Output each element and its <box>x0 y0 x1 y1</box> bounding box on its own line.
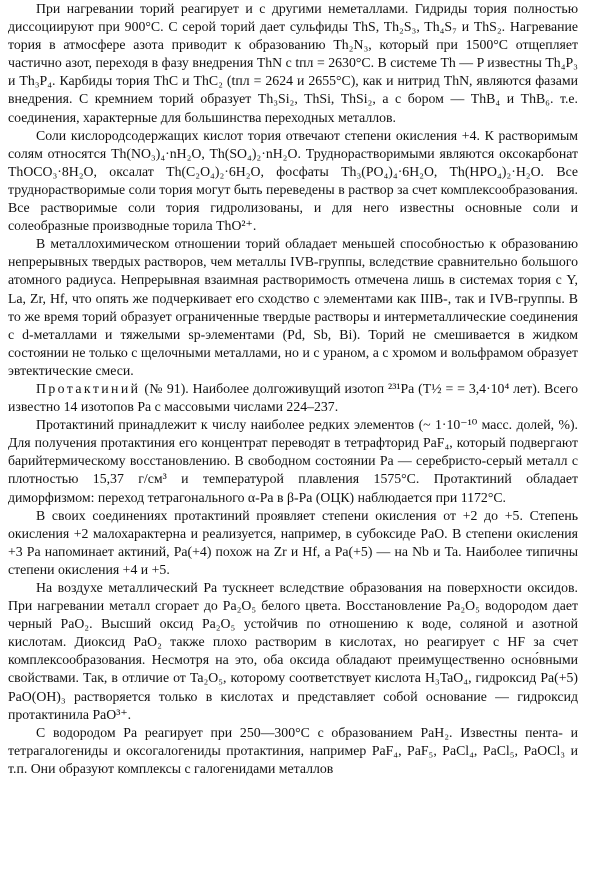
paragraph-thorium-salts: Соли кислородсодержащих кислот тория отвечают степени окисления +4. К растворимым солям относятся Th(NO₃)₄·nH₂O, Th(SO₄)₂·nH₂O. Трудноpастворимыми являются оксокарбонат ThOCO₃·8H₂O, оксалат Th(C₂O₄)₂·6H₂O, фосфаты Th₃(PO₄)₄·6H₂O, Th(HPO₄)₂·H₂O. Все труднорастворимые соли тория могут быть переведены в раствор за счет комплексообразования. Все растворимые соли тория гидролизованы, и для него известны основные соли и солеобразные производные торила ThO²⁺. <box>8 127 578 234</box>
paragraph-protactinium-halides: С водородом Pa реагирует при 250—300°C с образованием PaH₂. Известны пента- и тетрагалогениды и оксогалогениды протактиния, например PaF₄, PaF₅, PaCl₄, PaCl₅, PaOCl₃ и т.п. Они образуют комплексы с галогенидами металлов <box>8 724 578 776</box>
protactinium-heading: Протактиний <box>36 380 141 396</box>
paragraph-protactinium-intro <box>8 380 578 416</box>
paragraph-protactinium-occurrence: Протактиний принадлежит к числу наиболее редких элементов (~ 1·10⁻¹⁰ масс. долей, %). Для получения протактиния его концентрат переводят в тетрафторид PaF₄, который подвергают барийтермическому восстановлению. В свободном состоянии Pa — серебристо-серый металл с плотностью 15,37 г/см³ и температурой плавления 1575°C. Протактиний обладает диморфизмом: переход тетрагонального α-Pa в β-Pa (ОЦК) наблюдается при 1172°C. <box>8 417 578 505</box>
paragraph-protactinium-oxidation: В своих соединениях протактиний проявляет степени окисления от +2 до +5. Степень окисления +2 малохарактерна и реализуется, например, в субоксиде PaO. В степени окисления +3 Pa напоминает актиний, Pa(+4) похож на Zr и Hf, а Pa(+5) — на Nb и Ta. Наиболее типичны степени окисления +4 и +5. <box>8 507 578 577</box>
paragraph-thorium-metallochemistry: В металлохимическом отношении торий обладает меньшей способностью к образованию непрерывных твердых растворов, чем металлы IVB-группы, вследствие сравнительно большого атомного радиуса. Непрерывная взаимная растворимость отмечена лишь в системах тория с Y, La, Zr, Hf, что опять же подчеркивает его сходство с элементами как IIIB-, так и IVB-группы. В то же время торий образует ограниченные твердые растворы и интерметаллические соединения с d-металлами и тяжелыми sp-элементами (Pd, Sb, Bi). Торий не смешивается в жидком состоянии не только с щелочными металлами, но и с ураном, а с хромом и вольфрамом образует эвтектические смеси. <box>8 236 578 378</box>
paragraph-thorium-nonmetals: При нагревании торий реагирует и с другими неметаллами. Гидриды тория полностью диссоциируют при 900°C. С серой торий дает сульфиды ThS, Th₂S₃, Th₄S₇ и ThS₂. Нагревание тория в атмосфере азота приводит к образованию Th₂N₃, который при 1500°C отщепляет частично азот, переходя в фазу внедрения ThN с tпл = 2630°C. В системе Th — P известны Th₄P₃ и Th₃P₄. Карбиды тория ThC и ThC₂ (tпл = 2624 и 2655°C), как и нитрид ThN, являются фазами внедрения. С кремнием торий образует Th₃Si₂, ThSi, ThSi₂, а с бором — ThB₄ и ThB₆. т.е. соединения, характерные для большинства переходных металлов. <box>8 1 578 125</box>
protactinium-isotopes: Наиболее долгоживущий изотоп ²³¹Pa (T½ = = 3,4·10⁴ лет). Всего известно 14 изотопов Pa с массовыми числами 224–237. <box>8 380 578 415</box>
protactinium-number: (№ 91). <box>144 380 189 396</box>
paragraph-protactinium-oxides: На воздухе металлический Pa тускнеет вследствие образования на поверхности оксидов. При нагревании металл сгорает до Pa₂O₅ белого цвета. Восстановление Pa₂O₅ водородом дает черный PaO₂. Высший оксид Pa₂O₅ устойчив по отношению к воде, соляной и азотной кислотам. Диоксид PaO₂ также плохо растворим в кислотах, но реагирует с HF за счет комплексообразования. Несмотря на это, оба оксида обладают преимущественно осно́вными свойствами. Так, в отличие от Ta₂O₅, которому соответствует кислота H₃TaO₄, гидроксид Pa(+5) PaO(OH)₃ растворяется только в кислотах и представляет собой основание — гидроксид протактинила PaO³⁺. <box>8 580 578 722</box>
